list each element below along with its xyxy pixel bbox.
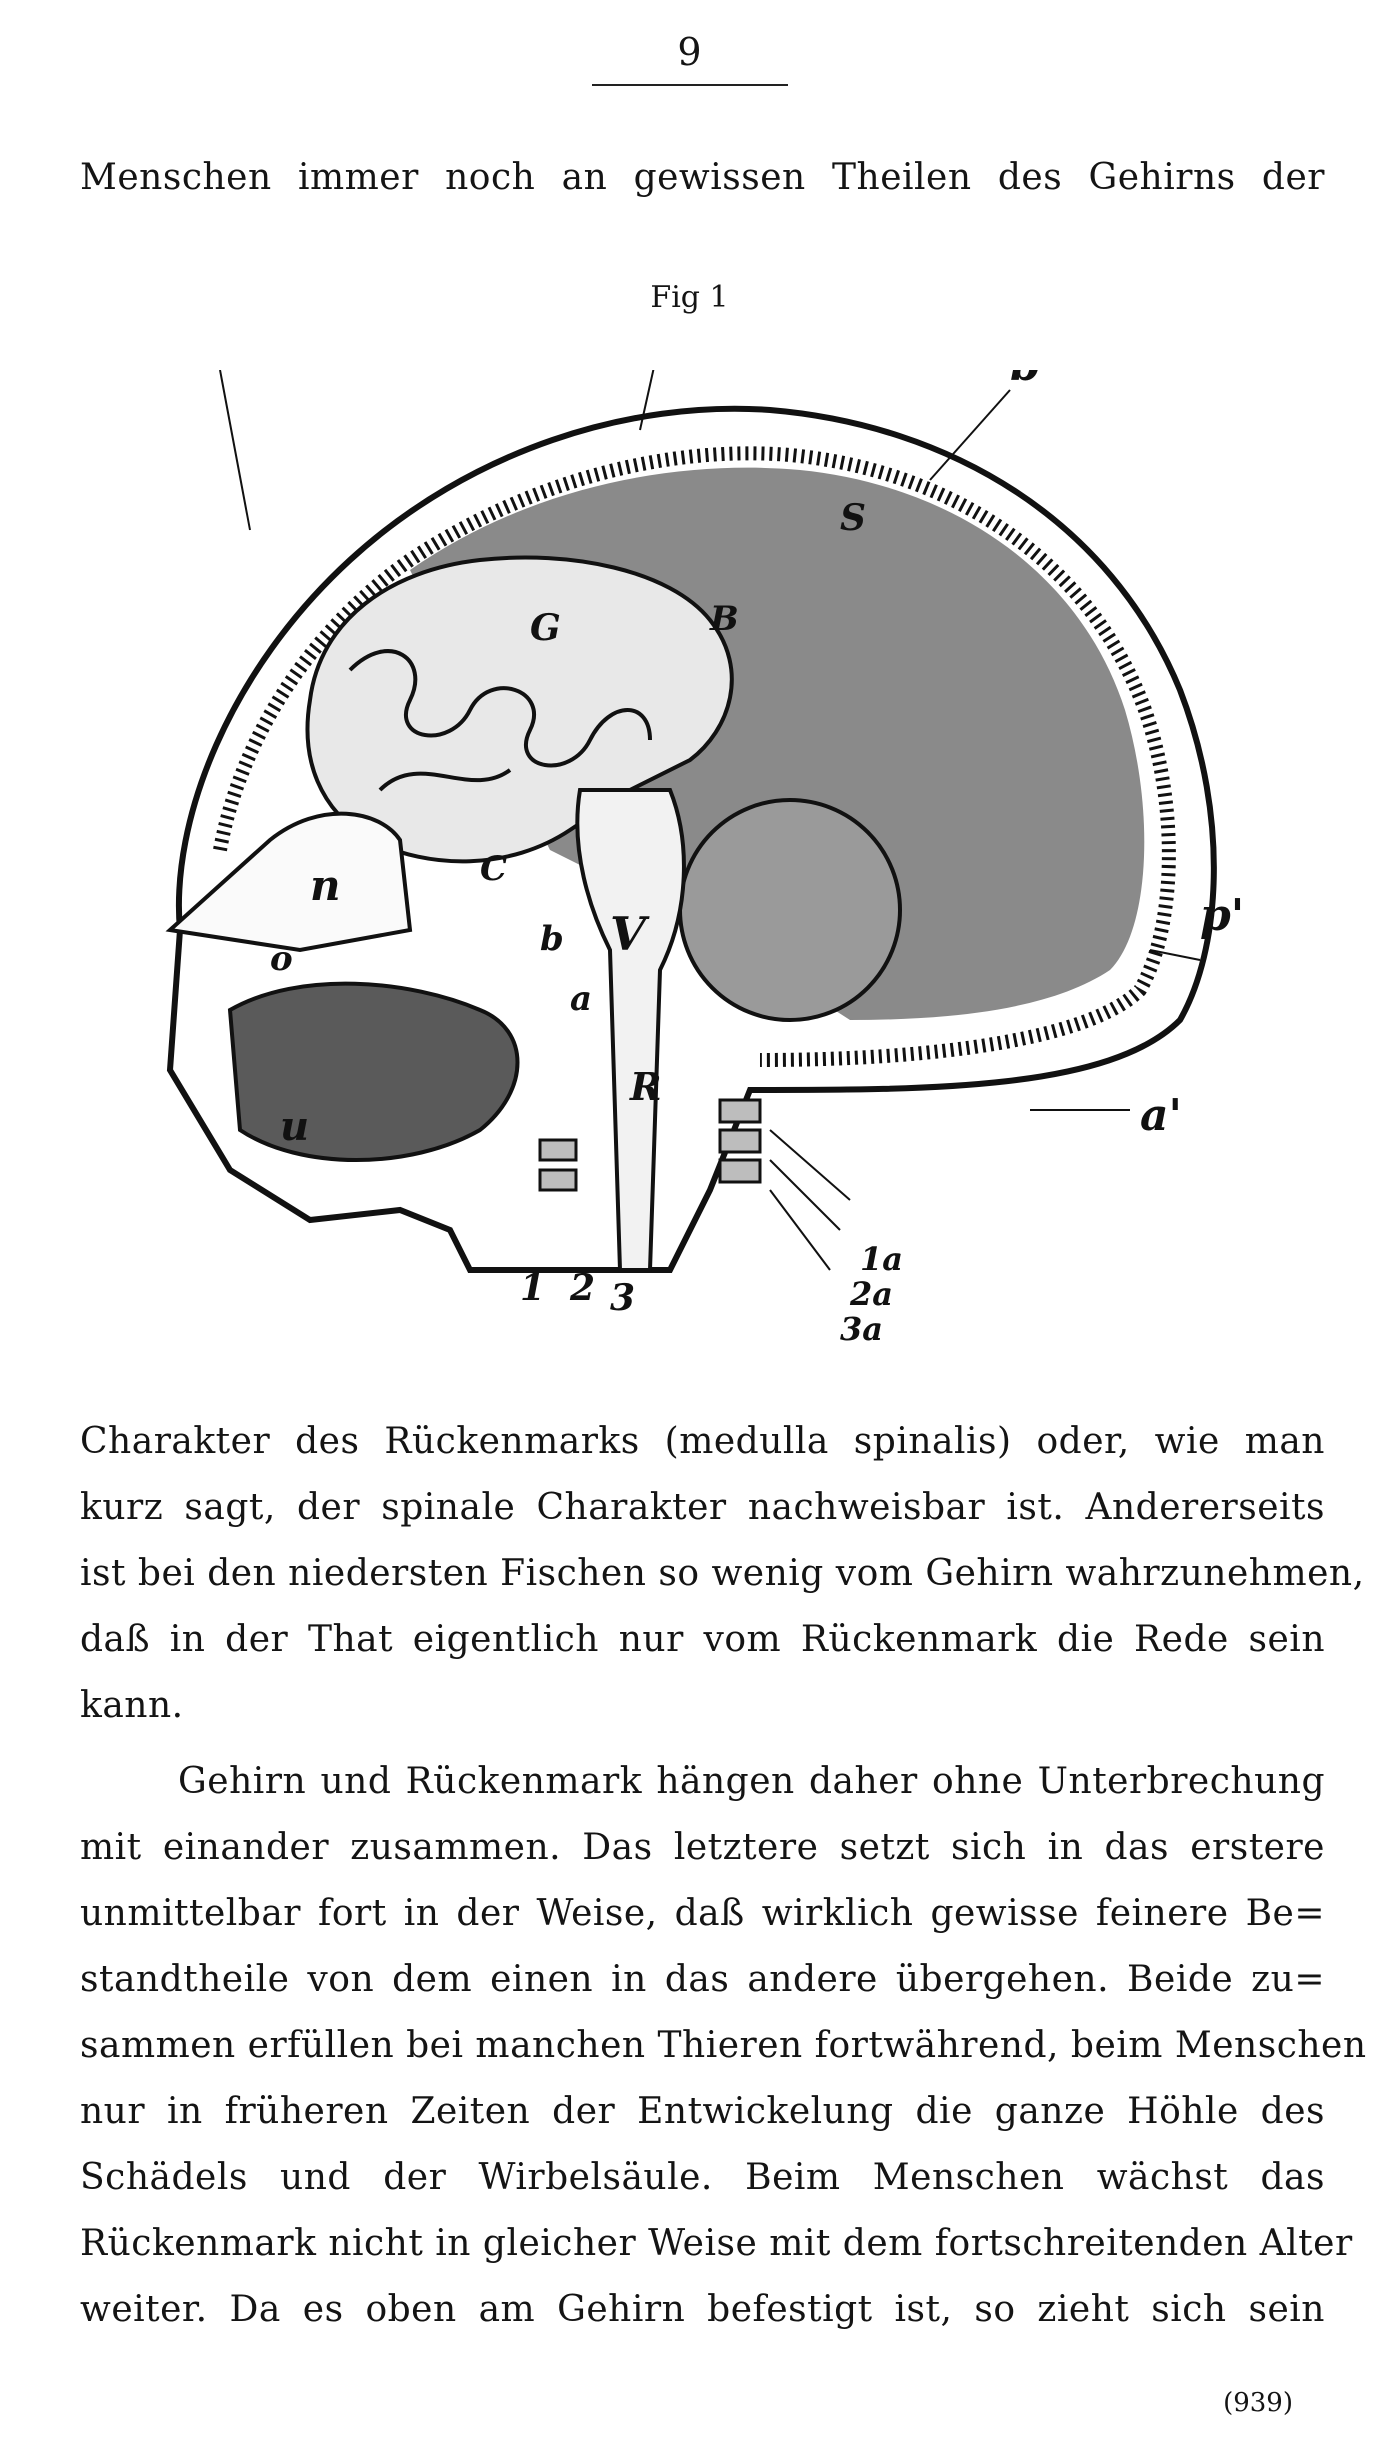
label-p-prime: p' xyxy=(1200,890,1245,941)
text-line: standtheile von dem einen in das andere übergehen. Beide zu= xyxy=(80,1959,1325,2000)
label-R: R xyxy=(630,1064,662,1109)
label-u: u xyxy=(280,1103,310,1150)
label-o: o xyxy=(270,939,293,979)
text-line-top: Menschen immer noch an gewissen Theilen des Gehirns der xyxy=(80,157,1325,198)
text-line: daß in der That eigentlich nur vom Rückenmark die Rede sein xyxy=(80,1619,1325,1660)
figure-caption: Fig 1 xyxy=(650,280,729,315)
label-2a: 2a xyxy=(850,1275,893,1313)
header-rule xyxy=(592,84,788,86)
label-c-prime xyxy=(190,370,230,371)
text-line: ist bei den niedersten Fischen so wenig vom Gehirn wahrzunehmen, xyxy=(80,1553,1365,1594)
head-section-illustration xyxy=(150,370,1260,1350)
label-B: B xyxy=(710,599,739,639)
cerebellum xyxy=(680,800,900,1020)
label-b-prime xyxy=(1010,370,1054,391)
text-line: Gehirn und Rückenmark hängen daher ohne Unterbrechung xyxy=(178,1761,1325,1802)
mouth-tongue xyxy=(230,984,518,1160)
label-b: b xyxy=(540,919,564,959)
brain-stem xyxy=(577,790,684,1270)
anatomical-figure xyxy=(150,370,1260,1350)
label-3a: 3a xyxy=(840,1310,883,1348)
label-3: 3 xyxy=(610,1277,636,1319)
page-number: 9 xyxy=(677,30,702,74)
label-n: n xyxy=(310,861,341,910)
text-line: Rückenmark nicht in gleicher Weise mit dem fortschreitenden Alter xyxy=(80,2223,1353,2264)
text-line: nur in früheren Zeiten der Entwickelung die ganze Höhle des xyxy=(80,2091,1325,2132)
text-line: Charakter des Rückenmarks (medulla spinalis) oder, wie man xyxy=(80,1421,1325,1462)
text-line: weiter. Da es oben am Gehirn befestigt ist, so zieht sich sein xyxy=(80,2289,1325,2330)
label-a: a xyxy=(570,979,593,1019)
label-1: 1 xyxy=(520,1267,546,1309)
text-line: kann. xyxy=(80,1685,184,1726)
label-1a: 1a xyxy=(860,1240,903,1278)
text-line: unmittelbar fort in der Weise, daß wirklich gewisse feinere Be= xyxy=(80,1893,1325,1934)
page-reference: (939) xyxy=(1223,2388,1293,2418)
label-2: 2 xyxy=(570,1267,596,1309)
label-S: S xyxy=(840,497,866,539)
nasal-cavity xyxy=(170,814,410,950)
text-line: sammen erfüllen bei manchen Thieren fortwährend, beim Menschen xyxy=(80,2025,1367,2066)
text-line: Schädels und der Wirbelsäule. Beim Menschen wächst das xyxy=(80,2157,1325,2198)
label-V: V xyxy=(610,907,646,961)
label-G: G xyxy=(530,607,561,649)
label-C: C xyxy=(480,849,508,889)
text-line: kurz sagt, der spinale Charakter nachweisbar ist. Andererseits xyxy=(80,1487,1325,1528)
text-line: mit einander zusammen. Das letztere setzt sich in das erstere xyxy=(80,1827,1325,1868)
label-a-prime: a' xyxy=(1140,1090,1182,1141)
